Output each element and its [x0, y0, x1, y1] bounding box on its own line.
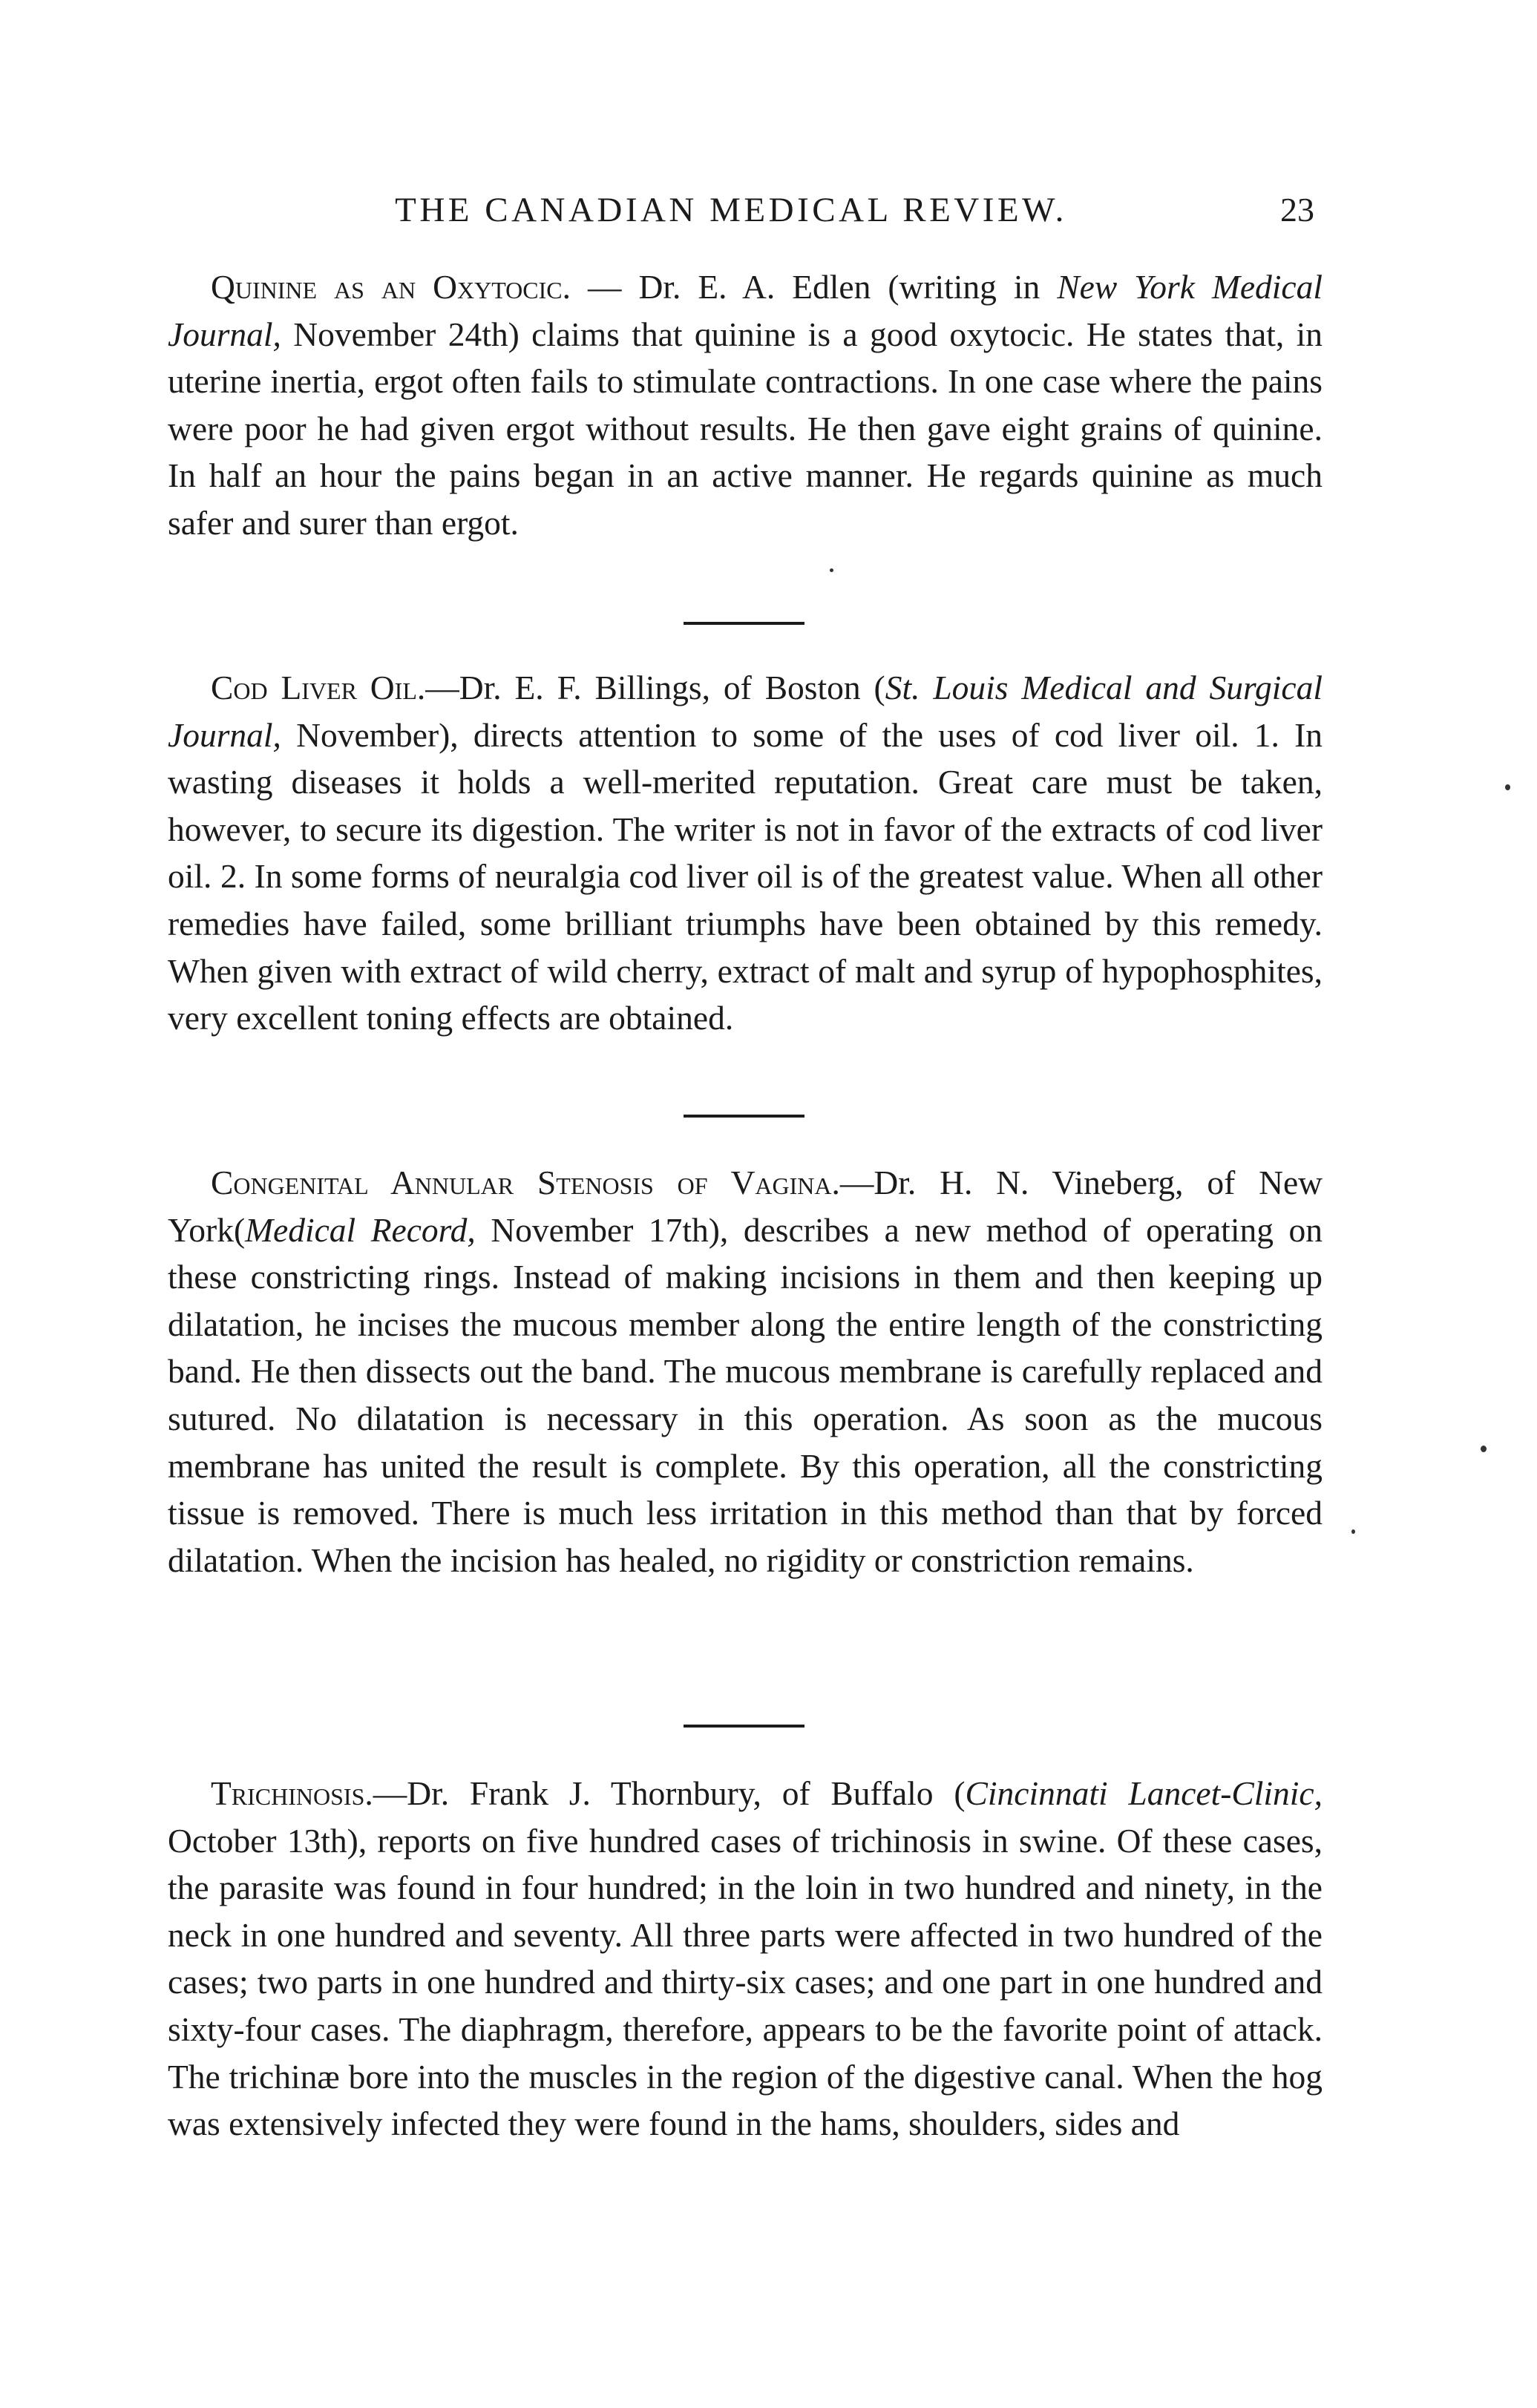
print-speck	[830, 568, 833, 572]
print-speck	[1505, 784, 1510, 790]
article-heading: Cod Liver Oil.	[211, 669, 426, 706]
journal-citation: New York Medical Journal,	[168, 268, 1323, 353]
page-number: 23	[1280, 191, 1314, 229]
article-text: —Dr. Frank J. Thornbury, of Buffalo (	[373, 1774, 966, 1812]
article-quinine-oxytocic	[168, 263, 1323, 547]
article-text: —Dr. E. F. Billings, of Boston (	[425, 669, 885, 706]
article-text: October 13th), reports on five hundred cases of trichinosis in swine. Of these cases, the parasite was found in four hundred; in the loin in two hundred and ninety, in the neck in one hundred and seventy. All three parts were affected in two hundred of the cases; two parts in one hundred and thirty-six cases; and one part in one hundred and sixty-four cases. The diaphragm, therefore, appears to be the favorite point of attack. The trichinæ bore into the muscles in the region of the digestive canal. When the hog was extensively infected they were found in the hams, shoulders, sides and	[168, 1821, 1323, 2143]
print-speck	[1351, 1529, 1355, 1534]
article-text: —Dr. H. N. Vineberg, of New York(	[168, 1164, 1323, 1249]
article-text: November 24th) claims that quinine is a good oxytocic. He states that, in uterine inertia, ergot often fails to stimulate contractions. In one case where the pains were poor he had given ergot without results. He then gave eight grains of quinine. In half an hour the pains began in an active manner. He regards quinine as much safer and surer than ergot.	[168, 315, 1323, 542]
section-divider	[684, 622, 804, 625]
article-trichinosis	[168, 1770, 1323, 2148]
print-speck	[1481, 1446, 1487, 1452]
running-title: THE CANADIAN MEDICAL REVIEW.	[395, 191, 1067, 229]
journal-citation: Medical Record,	[245, 1210, 476, 1249]
article-text: — Dr. E. A. Edlen (writing in	[571, 268, 1058, 306]
article-text: November), directs attention to some of the uses of cod liver oil. 1. In wasting diseases it holds a well-merited reputation. Great care must be taken, however, to secure its digestion. The writer is not in favor of the extracts of cod liver oil. 2. In some forms of neuralgia cod liver oil is of the greatest value. When all other remedies have failed, some brilliant triumphs have been obtained by this remedy. When given with extract of wild cherry, extract of malt and syrup of hypophosphites, very excellent toning effects are obtained.	[168, 715, 1323, 1037]
journal-citation: Cincinnati Lancet-Clinic,	[965, 1774, 1323, 1812]
article-heading: Trichinosis.	[211, 1774, 373, 1812]
article-heading: Quinine as an Oxytocic.	[211, 268, 571, 306]
article-vaginal-stenosis	[168, 1159, 1323, 1584]
journal-citation: St. Louis Medical and Surgical Journal,	[168, 669, 1323, 754]
section-divider	[684, 1725, 804, 1728]
article-text: November 17th), describes a new method of operating on these constricting rings. Instead of making incisions in them and then keeping up dilatation, he incises the mucous member along the entire length of the constricting band. He then dissects out the band. The mucous membrane is carefully replaced and sutured. No dilatation is necessary in this operation. As soon as the mucous membrane has united the result is complete. By this operation, all the constricting tissue is removed. There is much less irritation in this method than that by forced dilatation. When the incision has healed, no rigidity or constriction remains.	[168, 1210, 1323, 1579]
section-divider	[684, 1115, 804, 1118]
article-heading: Congenital Annular Stenosis of Vagina.	[211, 1164, 840, 1201]
article-cod-liver-oil	[168, 664, 1323, 1042]
page-header	[0, 184, 1537, 236]
